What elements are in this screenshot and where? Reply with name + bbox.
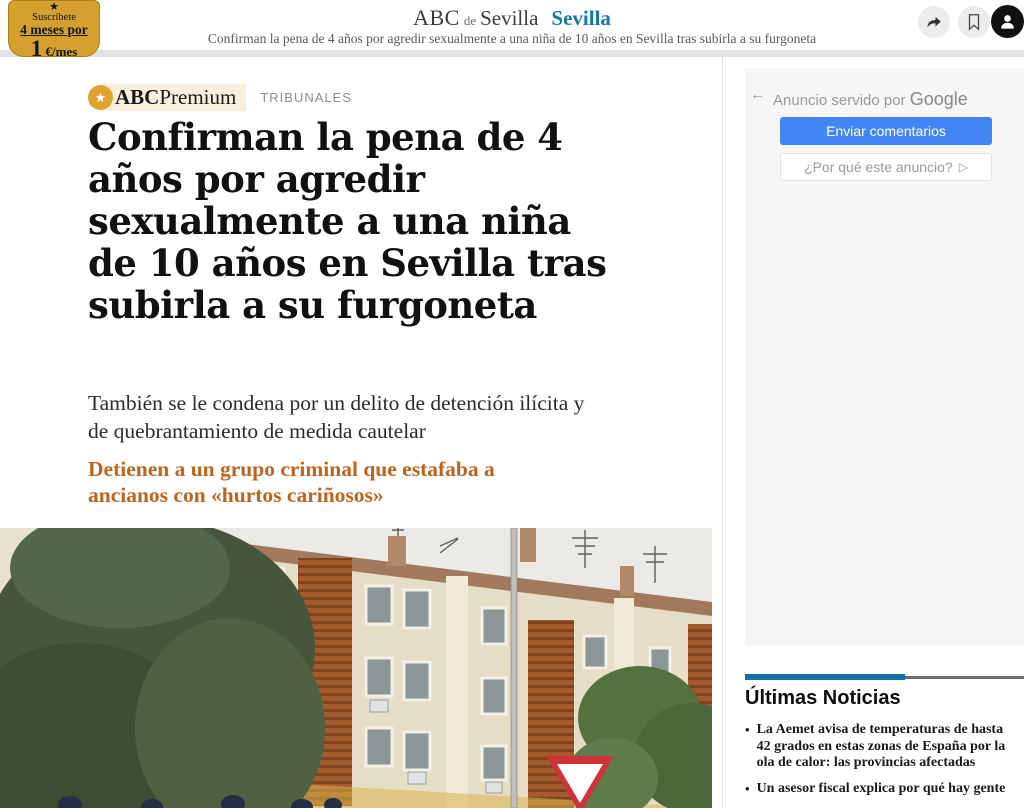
latest-news-rule (905, 676, 1024, 679)
profile-button[interactable] (991, 5, 1024, 38)
bullet-marker: • (745, 722, 750, 737)
photo-illustration (0, 528, 712, 808)
logo-city[interactable]: Sevilla (480, 6, 539, 30)
section-kicker[interactable]: TRIBUNALES (260, 90, 352, 105)
bookmark-icon (966, 13, 982, 31)
content-divider (722, 57, 723, 808)
article-headline: Confirman la pena de 4 años por agredir sexualmente a una niña de 10 años en Sevilla tras subirla a su furgoneta (88, 115, 607, 327)
subscribe-badge[interactable] (8, 0, 100, 62)
google-ad-feedback-panel (745, 68, 1024, 645)
google-logo: Google (909, 89, 968, 109)
subscribe-label: Suscríbete (32, 12, 76, 23)
why-this-ad-button[interactable]: ¿Por qué este anuncio? ▷ (780, 153, 992, 181)
header-divider (0, 50, 1024, 57)
bookmark-button[interactable] (958, 6, 990, 38)
article-photo (0, 528, 712, 808)
logo-de: de (463, 13, 477, 28)
news-item[interactable] (745, 722, 1013, 772)
premium-kicker-row (88, 84, 352, 111)
bullet-marker: • (745, 781, 750, 796)
send-feedback-button[interactable]: Enviar comentarios (780, 117, 992, 145)
section-link-sevilla[interactable]: Sevilla (551, 6, 611, 30)
latest-news-title: Últimas Noticias (745, 687, 901, 709)
back-arrow-icon[interactable]: ← (750, 86, 765, 103)
news-item-text: La Aemet avisa de temperaturas de hasta 42 grados en estas zonas de España por la ola de calor: las provincias afectadas (756, 722, 1006, 770)
related-article-link[interactable]: Detienen a un grupo criminal que estafaba a ancianos con «hurtos cariñosos» (88, 457, 495, 507)
premium-star-icon: ★ (88, 85, 113, 110)
news-item-text: Un asesor fiscal explica por qué hay gente (756, 781, 1006, 796)
user-icon (998, 12, 1017, 31)
news-item[interactable] (745, 781, 1013, 798)
latest-news-accent-bar (745, 674, 905, 680)
adchoices-icon: ▷ (958, 160, 968, 174)
header-article-title: Confirman la pena de 4 años por agredir sexualmente a una niña de 10 años en Sevilla tras subirla a su furgoneta (207, 31, 817, 46)
subscribe-offer: 4 meses por (20, 22, 88, 38)
share-button[interactable] (918, 6, 950, 38)
logo-abc[interactable]: ABC (413, 5, 460, 30)
masthead (0, 5, 1024, 31)
abc-premium-badge[interactable]: ABC Premium (101, 84, 246, 111)
article-subheadline: También se le condena por un delito de detención ilícita y de quebrantamiento de medida cautelar (88, 391, 585, 443)
ad-served-label: Anuncio servido por Google (773, 89, 968, 109)
share-icon (925, 13, 943, 31)
subscribe-price: 1 €/mes (30, 36, 78, 62)
star-icon: ★ (49, 1, 59, 13)
